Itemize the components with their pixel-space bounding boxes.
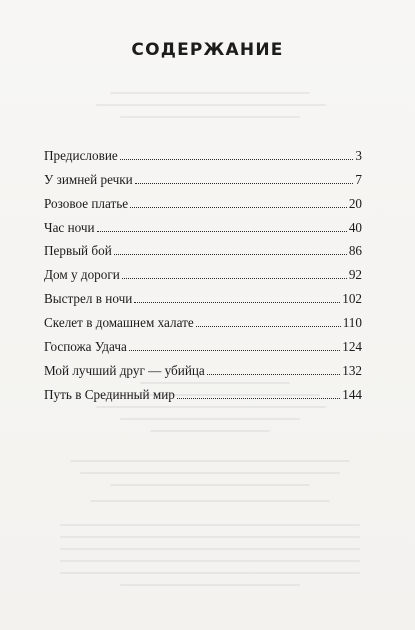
toc-dot-leader bbox=[130, 207, 347, 208]
toc-entry[interactable] bbox=[44, 235, 362, 259]
toc-entry-title: У зимней речки bbox=[44, 171, 133, 187]
toc-entry-page-number: 124 bbox=[342, 339, 362, 355]
toc-entry-title: Розовое платье bbox=[44, 195, 129, 211]
toc-entry[interactable] bbox=[44, 258, 362, 282]
toc-entry[interactable] bbox=[44, 187, 362, 211]
toc-entry-page-number: 86 bbox=[348, 243, 362, 259]
toc-dot-leader bbox=[97, 231, 347, 232]
toc-dot-leader bbox=[114, 254, 347, 255]
toc-entry-page-number: 40 bbox=[348, 219, 362, 235]
toc-entry-page-number: 132 bbox=[342, 362, 362, 378]
toc-entry-page-number: 3 bbox=[355, 147, 362, 163]
toc-entry-page-number: 144 bbox=[342, 386, 362, 402]
toc-dot-leader bbox=[196, 326, 341, 327]
toc-entry[interactable] bbox=[44, 163, 362, 187]
toc-entry-page-number: 110 bbox=[342, 315, 362, 331]
toc-entry[interactable] bbox=[44, 378, 362, 402]
toc-entry[interactable] bbox=[44, 330, 362, 354]
toc-entry[interactable] bbox=[44, 306, 362, 330]
toc-entry[interactable] bbox=[44, 211, 362, 235]
toc-entry[interactable] bbox=[44, 354, 362, 378]
toc-entry-page-number: 7 bbox=[355, 171, 362, 187]
toc-entry-title: Госпожа Удача bbox=[44, 339, 127, 355]
table-of-contents bbox=[44, 139, 362, 402]
toc-entry-title: Час ночи bbox=[44, 219, 95, 235]
toc-entry-title: Первый бой bbox=[44, 243, 112, 259]
toc-entry[interactable] bbox=[44, 139, 362, 163]
toc-entry-title: Предисловие bbox=[44, 147, 118, 163]
toc-dot-leader bbox=[129, 350, 340, 351]
toc-dot-leader bbox=[177, 398, 340, 399]
page-title: СОДЕРЖАНИЕ bbox=[131, 40, 284, 60]
toc-entry-title: Путь в Срединный мир bbox=[44, 386, 175, 402]
toc-dot-leader bbox=[135, 183, 354, 184]
toc-entry-title: Выстрел в ночи bbox=[44, 291, 133, 307]
toc-dot-leader bbox=[122, 278, 347, 279]
toc-entry-page-number: 102 bbox=[342, 291, 362, 307]
toc-entry-page-number: 92 bbox=[348, 267, 362, 283]
toc-entry-title: Мой лучший друг — убийца bbox=[44, 362, 205, 378]
toc-dot-leader bbox=[120, 159, 354, 160]
toc-dot-leader bbox=[207, 374, 340, 375]
toc-entry[interactable] bbox=[44, 282, 362, 306]
toc-dot-leader bbox=[134, 302, 340, 303]
toc-entry-title: Дом у дороги bbox=[44, 267, 120, 283]
toc-entry-page-number: 20 bbox=[348, 195, 362, 211]
toc-entry-title: Скелет в домашнем халате bbox=[44, 315, 194, 331]
